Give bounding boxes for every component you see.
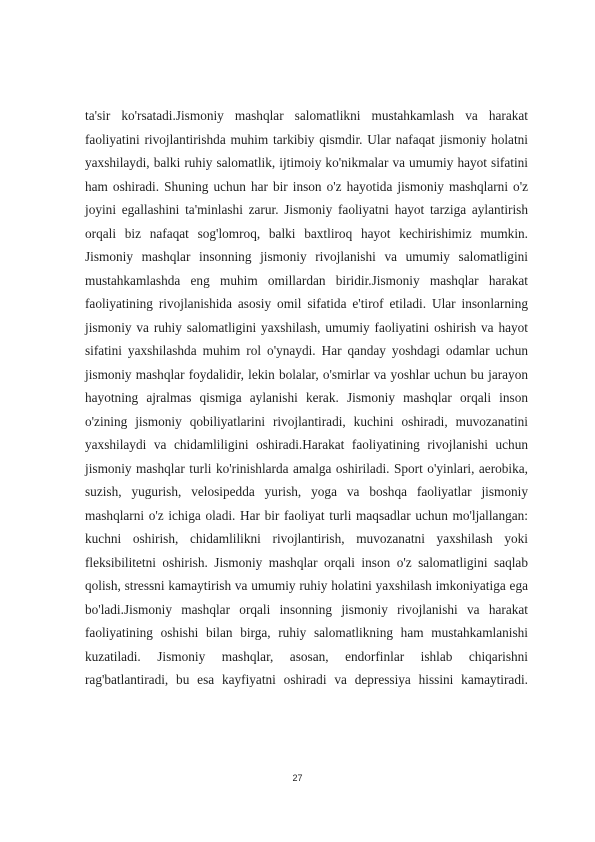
body-paragraph: ta'sir ko'rsatadi.Jismoniy mashqlar salomatlikni mustahkamlash va harakat faoliyatini rivojlantirishda muhim tarkibiy qismdir. Ular nafaqat jismoniy holatni yaxshilaydi, balki ruhiy salomatlik, ijtimoiy ko'nikmalar va umumiy hayot sifatini ham oshiradi. Shuning uchun har bir inson o'z hayotida jismoniy mashqlarni o'z joyini egallashini ta'minlashi zarur. Jismoniy faoliyatni hayot tarziga aylantirish orqali biz nafaqat sog'lomroq, balki baxtliroq hayot kechirishimiz mumkin. Jismoniy mashqlar insonning jismoniy rivojlanishi va umumiy salomatligini mustahkamlashda eng muhim omillardan biridir.Jismoniy mashqlar harakat faoliyatining rivojlanishida asosiy omil sifatida e'tirof etiladi. Ular insonlarning jismoniy va ruhiy salomatligini yaxshilash, umumiy faoliyatini oshirish va hayot sifatini yaxshilashda muhim rol o'ynaydi. Har qanday yoshdagi odamlar uchun jismoniy mashqlar foydalidir, lekin bolalar, o'smirlar va yoshlar uchun bu jarayon hayotning ajralmas qismiga aylanishi kerak. Jismoniy mashqlar orqali inson o'zining jismoniy qobiliyatlarini rivojlantiradi, kuchini oshiradi, muvozanatini yaxshilaydi va chidamliligini oshiradi.Harakat faoliyatining rivojlanishi uchun jismoniy mashqlar turli ko'rinishlarda amalga oshiriladi. Sport o'yinlari, aerobika, suzish, yugurish, velosipedda yurish, yoga va boshqa faoliyatlar jismoniy mashqlarni o'z ichiga oladi. Har bir faoliyat turli maqsadlar uchun mo'ljallangan: kuchni oshirish, chidamlilikni rivojlantirish, muvozanatni yaxshilash yoki fleksibilitetni oshirish. Jismoniy mashqlar orqali inson o'z salomatligini saqlab qolish, stressni kamaytirish va umumiy ruhiy holatini yaxshilash imkoniyatiga ega bo'ladi.Jismoniy mashqlar orqali insonning jismoniy rivojlanishi va harakat faoliyatining oshishi bilan birga, ruhiy salomatlikning ham mustahkamlanishi kuzatiladi. Jismoniy mashqlar, asosan, endorfinlar ishlab chiqarishni rag'batlantiradi, bu esa kayfiyatni oshiradi va depressiya hissini kamaytiradi.: [85, 108, 528, 687]
page-content: [85, 104, 528, 692]
page-number: 27: [292, 773, 303, 783]
